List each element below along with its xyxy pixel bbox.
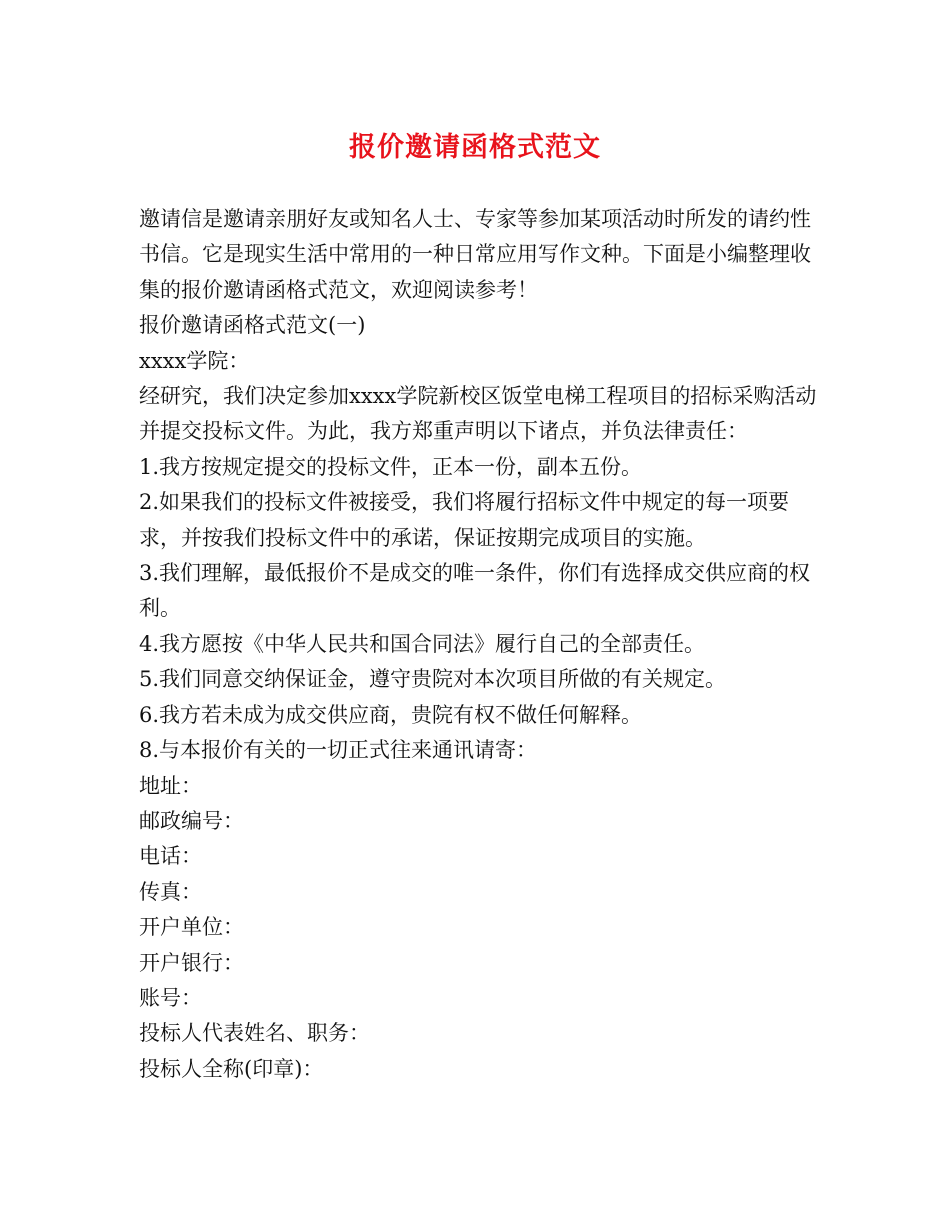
field-phone: 电话： xyxy=(139,844,202,869)
list-item-2: 2.如果我们的投标文件被接受，我们将履行招标文件中规定的每一项要求，并按我们投标文件中的承诺，保证按期完成项目的实施。 xyxy=(139,490,790,550)
field-account-holder: 开户单位： xyxy=(139,915,244,940)
paragraph-statement: 经研究，我们决定参加xxxx学院新校区饭堂电梯工程项目的招标采购活动并提交投标文件。为此，我方郑重声明以下诸点，并负法律责任： xyxy=(139,384,817,444)
paragraph-addressee: xxxx学院： xyxy=(139,348,250,373)
paragraph-intro: 邀请信是邀请亲朋好友或知名人士、专家等参加某项活动时所发的请约性书信。它是现实生活中常用的一种日常应用写作文种。下面是小编整理收集的报价邀请函格式范文，欢迎阅读参考！ xyxy=(139,207,811,302)
field-representative: 投标人代表姓名、职务： xyxy=(139,1021,370,1046)
list-item-5: 5.我们同意交纳保证金，遵守贵院对本次项目所做的有关规定。 xyxy=(139,667,727,692)
list-item-1: 1.我方按规定提交的投标文件，正本一份，副本五份。 xyxy=(139,454,643,479)
field-fax: 传真： xyxy=(139,879,202,904)
field-account-number: 账号： xyxy=(139,985,202,1010)
list-item-6: 6.我方若未成为成交供应商，贵院有权不做任何解释。 xyxy=(139,702,643,727)
paragraph-subheading: 报价邀请函格式范文(一) xyxy=(139,313,366,338)
document-body xyxy=(139,202,819,1087)
field-bidder-name: 投标人全称(印章)： xyxy=(139,1056,324,1081)
list-item-3: 3.我们理解，最低报价不是成交的唯一条件，你们有选择成交供应商的权利。 xyxy=(139,561,811,621)
field-bank: 开户银行： xyxy=(139,950,244,975)
document-title: 报价邀请函格式范文 xyxy=(349,132,601,163)
field-postcode: 邮政编号： xyxy=(139,808,244,833)
list-item-8: 8.与本报价有关的一切正式往来通讯请寄： xyxy=(139,738,538,763)
list-item-4: 4.我方愿按《中华人民共和国合同法》履行自己的全部责任。 xyxy=(139,631,706,656)
field-address: 地址： xyxy=(139,773,202,798)
